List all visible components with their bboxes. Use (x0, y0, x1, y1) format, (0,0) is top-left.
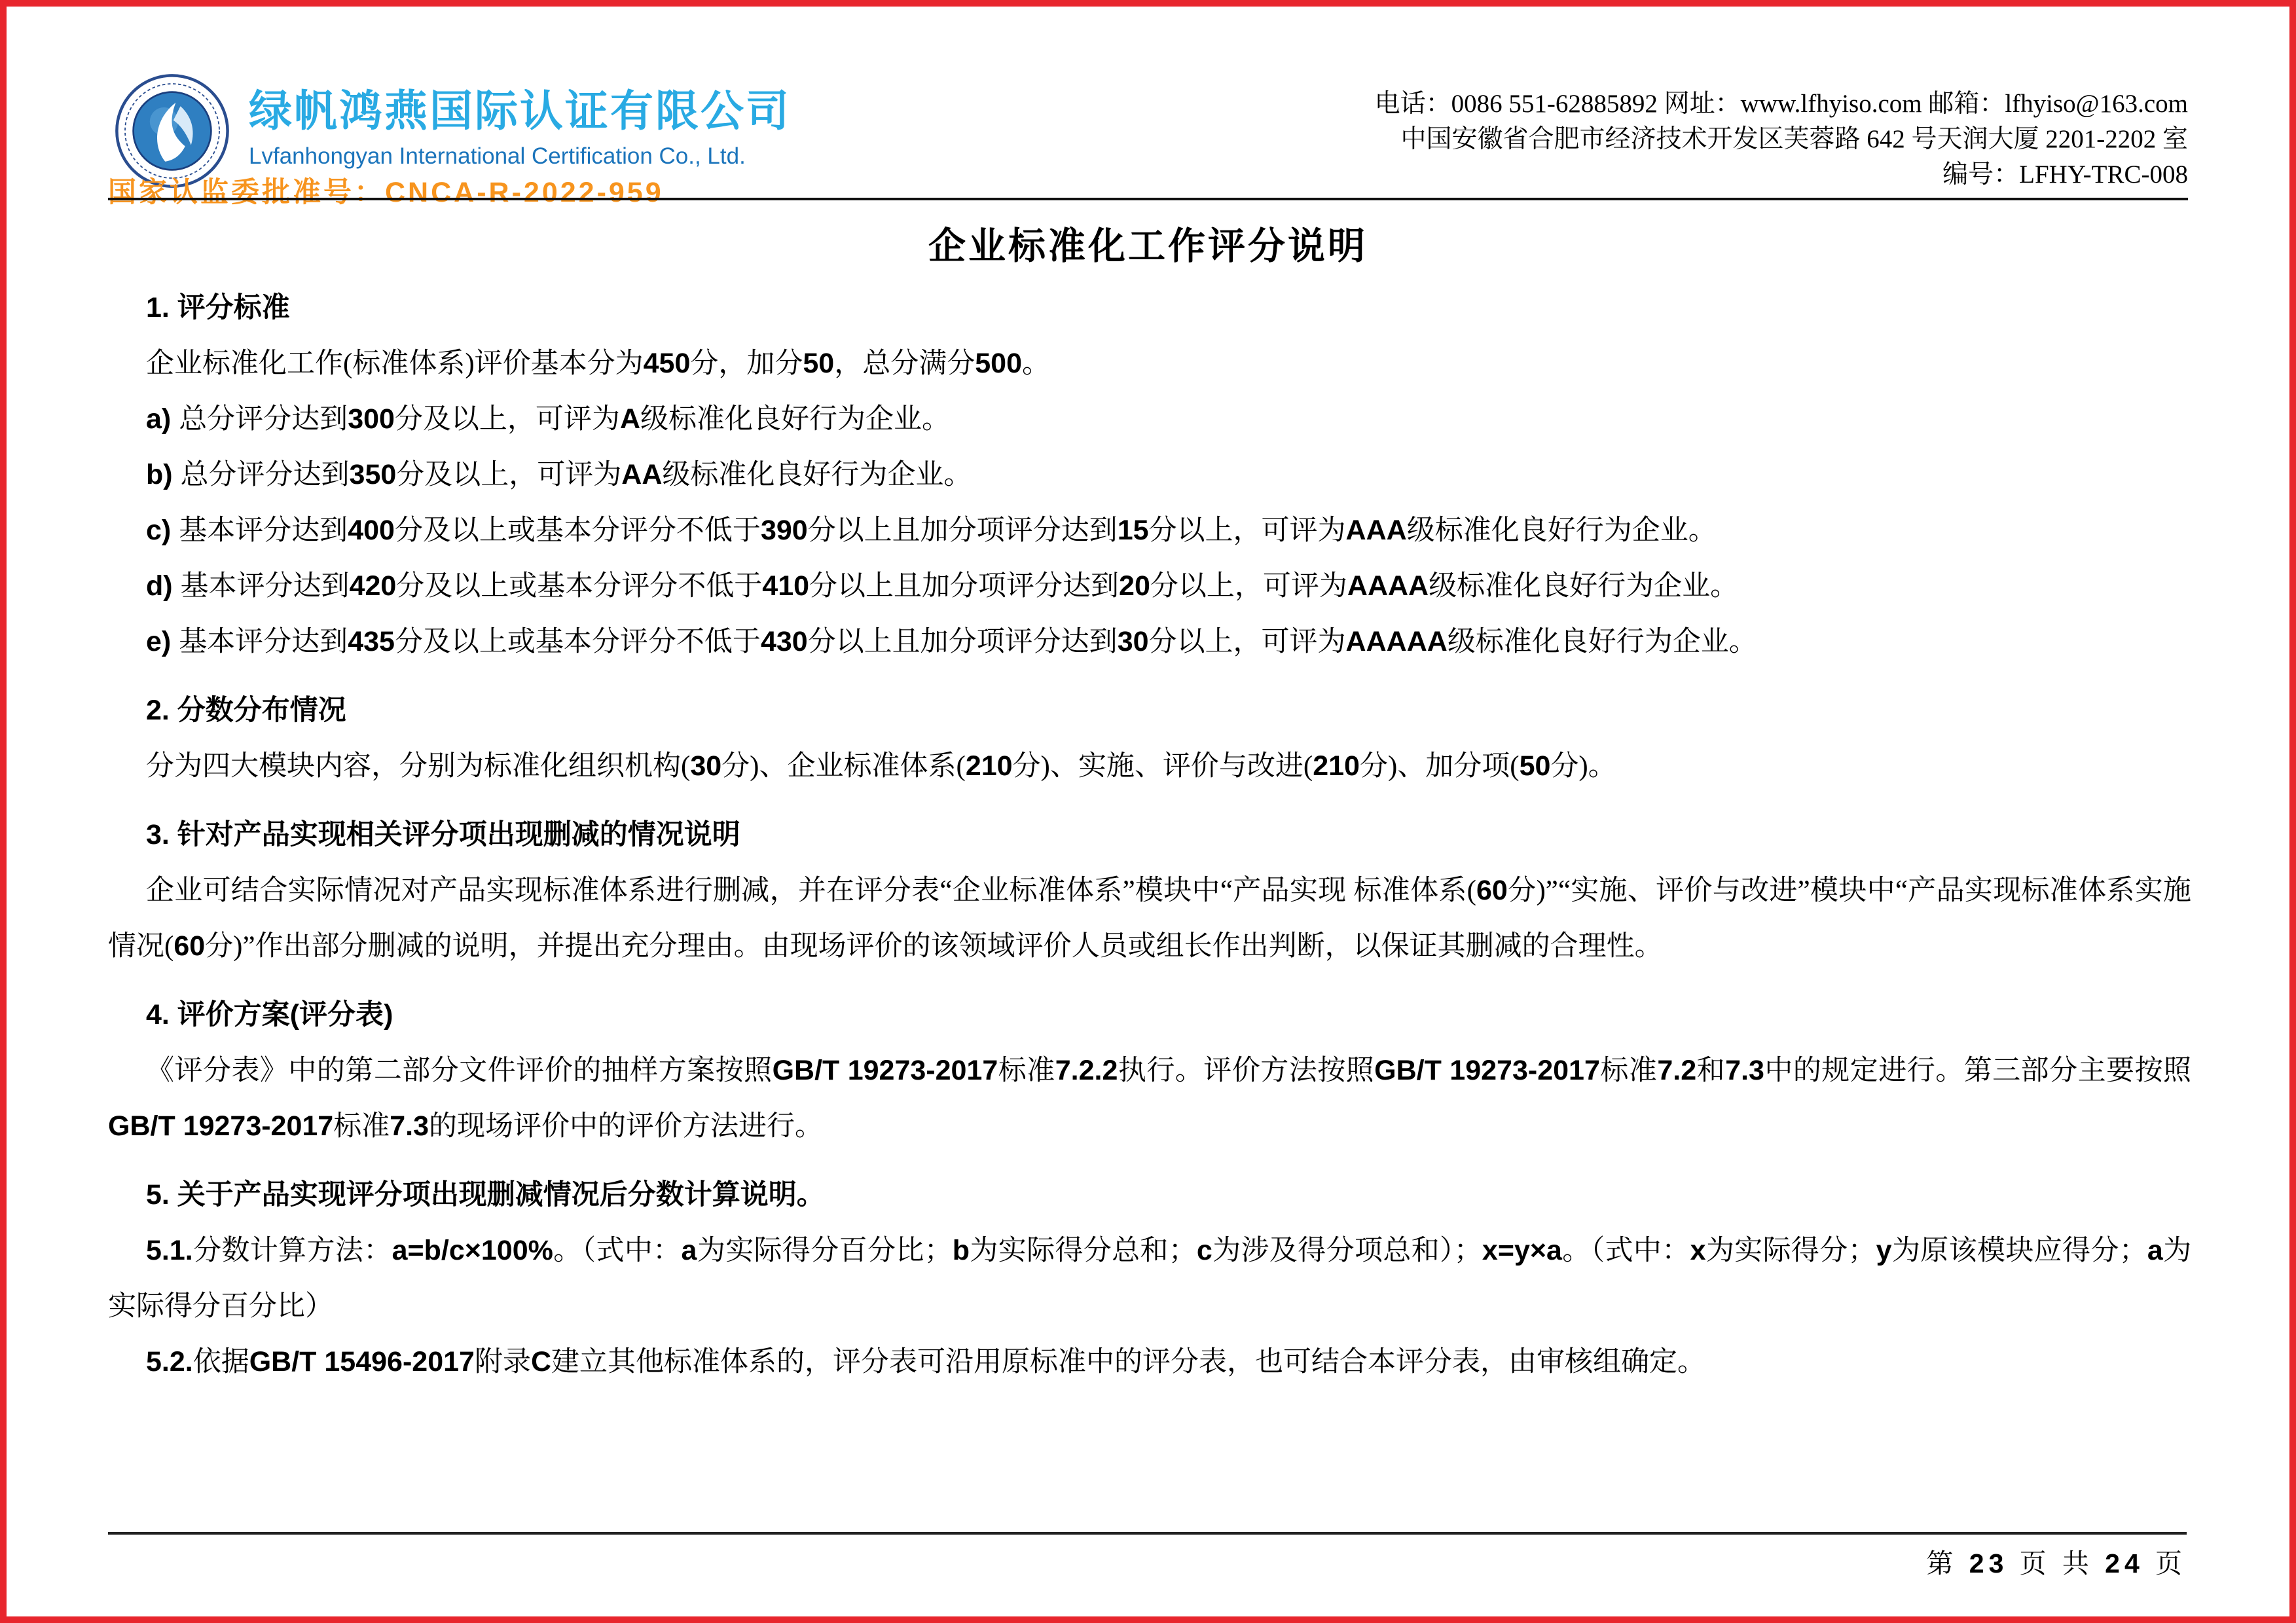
company-name-block (249, 76, 791, 170)
list-item-b: b) 总分评分达到350分及以上，可评为AA级标准化良好行为企业。 (146, 459, 972, 490)
company-name-en: Lvfanhongyan International Certification Co., Ltd. (249, 143, 746, 169)
list-item-d: d) 基本评分达到420分及以上或基本分评分不低于410分以上且加分项评分达到20分以上，可评为AAAA级标准化良好行为企业。 (146, 570, 1739, 602)
section-3-text: 企业可结合实际情况对产品实现标准体系进行删减，并在评分表“企业标准体系”模块中“产品实现 标准体系(60分)”“实施、评价与改进”模块中“产品实现标准体系实施情况(60分)”作出部分删减的说明，并提出充分理由。由现场评价的该领域评价人员或组长作出判断，以保证其删减的合理性。 (108, 875, 2191, 962)
section-5-text-2: 5.2.依据GB/T 15496-2017附录C建立其他标准体系的，评分表可沿用原标准中的评分表，也可结合本评分表，由审核组确定。 (146, 1346, 1706, 1377)
list-item-a: a) 总分评分达到300分及以上，可评为A级标准化良好行为企业。 (146, 403, 950, 435)
header-divider (108, 198, 2188, 200)
contact-info (1375, 86, 2188, 192)
page-title: 企业标准化工作评分说明 (928, 226, 1368, 267)
section-3-heading: 3. 针对产品实现相关评分项出现删减的情况说明 (146, 819, 740, 850)
section-5-heading: 5. 关于产品实现评分项出现删减情况后分数计算说明。 (146, 1179, 825, 1211)
section-2-text: 分为四大模块内容，分别为标准化组织机构(30分)、企业标准体系(210分)、实施、评价与改进(210分)、加分项(50分)。 (146, 750, 1616, 782)
section-1-intro: 企业标准化工作(标准体系)评价基本分为450分，加分50，总分满分500。 (146, 348, 1050, 379)
document-number: 编号：LFHY-TRC-008 (1942, 160, 2188, 189)
contact-line-address: 中国安徽省合肥市经济技术开发区芙蓉路 642 号天润大厦 2201-2202 室 (1400, 125, 2188, 153)
section-1-heading: 1. 评分标准 (146, 292, 290, 323)
page-number: 第 23 页 共 24 页 (1926, 1548, 2187, 1578)
footer-divider (108, 1532, 2187, 1535)
contact-line-phone-web-email: 电话：0086 551-62885892 网址：www.lfhyiso.com 邮箱：lfhyiso@163.com (1374, 90, 2188, 118)
letterhead (108, 72, 2188, 208)
company-name-cn: 绿帆鸿燕国际认证有限公司 (249, 86, 791, 135)
list-item-c: c) 基本评分达到400分及以上或基本分评分不低于390分以上且加分项评分达到15分以上，可评为AAA级标准化良好行为企业。 (146, 515, 1717, 546)
section-4-text: 《评分表》中的第二部分文件评价的抽样方案按照GB/T 19273-2017标准7.2.2执行。评价方法按照GB/T 19273-2017标准7.2和7.3中的规定进行。第三部分主要按照GB/T 19273-2017标准7.3的现场评价中的评价方法进行。 (108, 1055, 2192, 1142)
list-item-e: e) 基本评分达到435分及以上或基本分评分不低于430分以上且加分项评分达到30分以上，可评为AAAAA级标准化良好行为企业。 (146, 626, 1757, 657)
document-body (108, 280, 2191, 1390)
approval-number: 国家认监委批准号：CNCA-R-2022-959 (108, 177, 664, 208)
section-5-text-1: 5.1.分数计算方法：a=b/c×100%。（式中：a为实际得分百分比；b为实际得分总和；c为涉及得分项总和）；x=y×a。（式中：x为实际得分；y为原该模块应得分；a为实际得分百分比） (108, 1235, 2192, 1322)
section-4-heading: 4. 评价方案(评分表) (146, 999, 393, 1030)
section-2-heading: 2. 分数分布情况 (146, 695, 346, 726)
